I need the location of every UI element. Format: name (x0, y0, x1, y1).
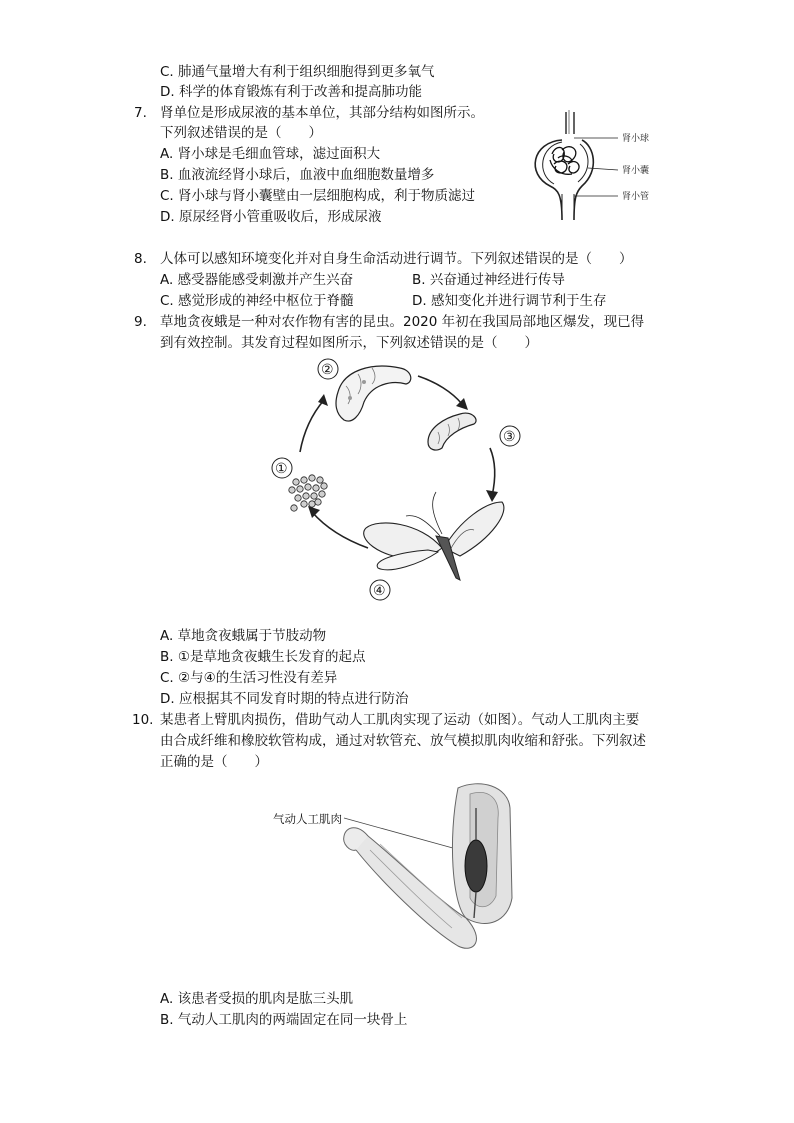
q7-stem-line2: 下列叙述错误的是（ ） (160, 125, 322, 141)
q9-stem-line2: 到有效控制。其发育过程如图所示，下列叙述错误的是（ ） (160, 335, 538, 351)
q7-option-c: C. 肾小球与肾小囊壁由一层细胞构成，利于物质滤过 (160, 188, 476, 204)
q7-option-d: D. 原尿经肾小管重吸收后，形成尿液 (160, 209, 382, 225)
q6-option-c: C. 肺通气量增大有利于组织细胞得到更多氧气 (160, 64, 435, 80)
q9-stem-line1: 草地贪夜蛾是一种对农作物有害的昆虫。2020 年初在我国局部地区爆发，现已得 (160, 314, 645, 330)
q8-number: 8. (134, 251, 147, 267)
q6-option-d: D. 科学的体育锻炼有利于改善和提高肺功能 (160, 84, 422, 100)
moth-life-cycle-figure (260, 352, 530, 608)
q10-stem-line2: 由合成纤维和橡胶软管构成，通过对软管充、放气模拟肌肉收缩和舒张。下列叙述 (160, 733, 646, 749)
eggs-drawing (289, 475, 327, 511)
artificial-muscle-label: 气动人工肌肉 (273, 812, 342, 826)
q8-stem: 人体可以感知环境变化并对自身生命活动进行调节。下列叙述错误的是（ ） (160, 251, 633, 267)
label-glomerulus: 肾小球 (622, 134, 650, 144)
arrow-heads (308, 394, 498, 518)
q9-option-b: B. ①是草地贪夜蛾生长发育的起点 (160, 649, 366, 665)
q8-option-d: D. 感知变化并进行调节利于生存 (412, 293, 607, 309)
q9-number: 9. (134, 314, 147, 330)
label-renal-tubule: 肾小管 (622, 192, 650, 202)
q7-stem-line1: 肾单位是形成尿液的基本单位，其部分结构如图所示。 (160, 105, 484, 121)
pupa-drawing (336, 366, 411, 421)
stage-3-marker: ③ (503, 429, 516, 445)
larva-drawing (428, 413, 476, 450)
label-bowman-capsule: 肾小囊 (622, 166, 650, 176)
arm-figure (340, 778, 530, 960)
q7-option-b: B. 血液流经肾小球后，血液中血细胞数量增多 (160, 167, 435, 183)
stage-1-marker: ① (275, 461, 288, 477)
q8-option-b: B. 兴奋通过神经进行传导 (412, 272, 565, 288)
moth-drawing (364, 492, 504, 580)
artificial-muscle-drawing (465, 840, 487, 892)
q9-option-d: D. 应根据其不同发育时期的特点进行防治 (160, 691, 409, 707)
q9-option-c: C. ②与④的生活习性没有差异 (160, 670, 338, 686)
q10-stem-line3: 正确的是（ ） (160, 754, 268, 770)
q7-number: 7. (134, 105, 147, 121)
q10-stem-line1: 某患者上臂肌肉损伤，借助气动人工肌肉实现了运动（如图）。气动人工肌肉主要 (160, 712, 640, 728)
glomerulus-tangle (550, 147, 579, 175)
q10-number: 10. (132, 712, 154, 728)
nephron-figure (522, 104, 672, 220)
q10-option-b: B. 气动人工肌肉的两端固定在同一块骨上 (160, 1012, 408, 1028)
q8-option-c: C. 感觉形成的神经中枢位于脊髓 (160, 293, 354, 309)
q9-option-a: A. 草地贪夜蛾属于节肢动物 (160, 628, 327, 644)
q8-option-a: A. 感受器能感受刺激并产生兴奋 (160, 272, 354, 288)
q10-option-a: A. 该患者受损的肌肉是肱三头肌 (160, 991, 354, 1007)
stage-2-marker: ② (321, 362, 334, 378)
stage-4-marker: ④ (373, 583, 386, 599)
q7-option-a: A. 肾小球是毛细血管球，滤过面积大 (160, 146, 381, 162)
